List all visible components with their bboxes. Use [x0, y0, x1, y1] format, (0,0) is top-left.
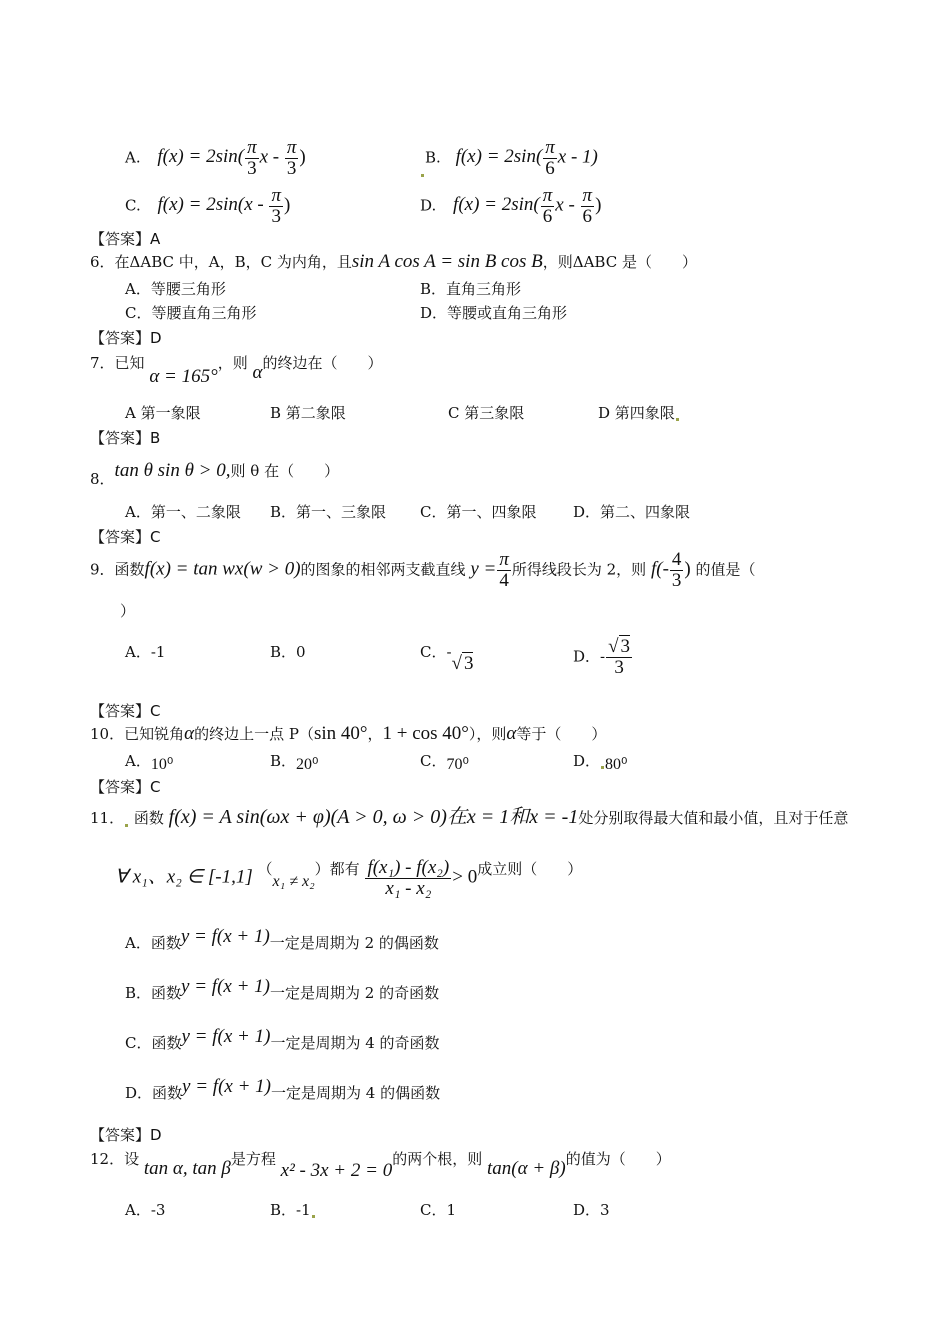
formula: α: [252, 362, 263, 383]
fraction: [497, 550, 511, 591]
stem-text: ），则: [468, 725, 507, 743]
formula: f(x) = 2sin(: [157, 146, 245, 168]
formula: x² - 3x + 2 = 0: [280, 1160, 393, 1181]
q10-option-c: [420, 750, 469, 771]
q9-option-a: A．-1: [125, 643, 166, 661]
q8-option-b: B．第一、三象限: [270, 503, 387, 521]
q7-option-d: [598, 402, 680, 423]
stem-text: 7．已知: [90, 354, 145, 372]
formula: ): [299, 146, 306, 168]
numerator: π: [545, 137, 555, 158]
stem-text: 6．在ΔABC 中，A，B，C 为内角，且: [90, 253, 352, 271]
answer-line: 【答案】C: [90, 778, 161, 796]
stem-text: 10．已知锐角: [90, 725, 185, 743]
q11-option-a: [125, 926, 439, 952]
q6-option-b: B．直角三角形: [420, 280, 522, 298]
q8-option-d: D．第二、四象限: [573, 503, 691, 521]
marker-dot: [421, 174, 424, 177]
formula: f(x) = 2sin(: [455, 146, 543, 168]
formula: 1 + cos 40°: [382, 723, 469, 744]
stem-text: D．函数: [125, 1084, 183, 1102]
q6-option-d: D．等腰或直角三角形: [420, 304, 568, 322]
formula: tan θ sin θ > 0,: [114, 460, 231, 481]
denominator: 6: [545, 157, 555, 179]
formula: f(x) = A sin(ωx + φ)(A > 0, ω > 0)在x = 1和x = -1: [168, 806, 579, 828]
formula: ): [684, 558, 691, 580]
stem-text: 一定是周期为 4 的偶函数: [270, 1084, 441, 1102]
q5-option-a: [125, 138, 306, 179]
denominator: 3: [671, 569, 682, 591]
stem-text: 是方程: [230, 1150, 276, 1168]
q11-option-d: [125, 1076, 441, 1102]
question-11-stem: [90, 800, 848, 829]
fraction: $\frac{√ 3}{3}$: [608, 636, 631, 678]
option-label: C．-: [420, 643, 452, 661]
formula: tan(α + β): [487, 1158, 566, 1179]
answer-line: 【答案】C: [90, 528, 161, 546]
option-label: D．-: [573, 647, 606, 666]
denominator: x₁ - x₂: [385, 877, 432, 899]
formula: tan α, tan β: [143, 1158, 231, 1179]
marker-dot: [312, 1215, 315, 1218]
option-value: 70⁰: [446, 756, 469, 773]
q5-option-b: [420, 138, 598, 179]
fraction: [269, 186, 283, 227]
stem-text: ，则: [217, 354, 248, 372]
numerator: 4: [671, 549, 682, 570]
q6-option-c: C．等腰直角三角形: [125, 304, 257, 322]
numerator: π: [542, 185, 553, 206]
formula: ): [595, 194, 602, 216]
q8-option-c: C．第一、四象限: [420, 503, 537, 521]
formula: x - 1): [557, 146, 598, 168]
numerator: f(x₁) - f(x₂): [367, 857, 450, 878]
option-label: C．: [420, 752, 447, 770]
radicand: 3: [620, 636, 631, 657]
numerator: π: [247, 137, 257, 158]
answer-line: 【答案】A: [90, 230, 161, 248]
formula: f(x) = tan wx(w > 0): [144, 558, 301, 580]
denominator: 6: [582, 205, 593, 227]
denominator: 3: [286, 157, 297, 179]
fraction: [543, 138, 557, 179]
stem-text: 一定是周期为 4 的奇函数: [270, 1034, 440, 1052]
stem-text: 的两个根，则: [392, 1150, 483, 1168]
option-text: B．-1: [270, 1201, 311, 1219]
stem-text: 的值是（: [695, 560, 756, 579]
denominator: 6: [542, 205, 553, 227]
answer-line: 【答案】B: [90, 429, 161, 447]
formula: ): [283, 194, 291, 216]
q10-option-d: [573, 750, 627, 771]
option-label: D.: [420, 196, 437, 215]
q12-option-a: A．-3: [125, 1201, 166, 1219]
q5-option-c: [125, 186, 290, 227]
q8-option-a: A．第一、二象限: [125, 503, 241, 521]
stem-text: 12．设: [90, 1150, 140, 1168]
radicand: 3: [463, 653, 474, 674]
formula: y = f(x + 1): [180, 926, 270, 947]
numerator: π: [499, 549, 509, 570]
q7-option-a: A 第一象限: [125, 404, 201, 422]
q9-option-c: C．-√ 3: [420, 643, 474, 674]
option-value: 20⁰: [296, 756, 319, 773]
formula: α: [184, 723, 195, 744]
stem-text: 的终边在（ ）: [262, 354, 383, 372]
q7-option-c: C 第三象限: [448, 404, 525, 422]
question-9-stem: [90, 550, 756, 591]
q10-option-b: [270, 750, 318, 771]
q12-option-d: D．3: [573, 1201, 610, 1219]
marker-dot: [676, 418, 679, 421]
numerator: π: [271, 185, 281, 206]
denominator: 3: [614, 656, 624, 678]
option-label: A．: [125, 752, 151, 770]
marker-dot: [601, 766, 604, 769]
stem-text: A．函数: [125, 934, 181, 952]
question-11-condition: [115, 858, 582, 899]
q9-option-b: B．0: [270, 643, 306, 661]
formula: x₁ ≠ x₂: [272, 873, 315, 891]
formula: > 0: [452, 866, 478, 888]
formula: f(-: [650, 558, 669, 580]
fraction: [365, 858, 451, 899]
option-label: D．: [573, 752, 601, 770]
fraction: [245, 138, 259, 179]
denominator: 3: [271, 205, 281, 227]
q6-option-a: A．等腰三角形: [125, 280, 226, 298]
numerator: π: [286, 137, 297, 158]
stem-text: 一定是周期为 2 的偶函数: [269, 934, 439, 952]
question-number: 8．: [90, 470, 115, 488]
question-10-stem: [90, 723, 606, 745]
stem-text: B．函数: [125, 984, 182, 1002]
option-label: B．: [270, 752, 297, 770]
question-9-close: ）: [120, 602, 136, 620]
formula: sin A cos A = sin B cos B: [351, 251, 543, 272]
question-7-stem: [90, 352, 383, 387]
stem-text: 处分别取得最大值和最小值，且对于任意: [578, 809, 849, 827]
question-8-stem: [90, 460, 340, 488]
q5-option-d: [420, 186, 601, 227]
option-value: 80⁰: [605, 756, 628, 773]
option-label: C.: [125, 196, 141, 215]
q11-option-c: [125, 1026, 440, 1052]
q12-option-b: [270, 1199, 316, 1220]
answer-line: 【答案】D: [90, 329, 162, 347]
stem-text: 的终边上一点 P（: [194, 725, 314, 743]
stem-text: 9．函数: [90, 560, 145, 579]
formula: y = f(x + 1): [182, 1076, 271, 1097]
formula: y =: [470, 558, 497, 580]
option-text: D 第四象限: [598, 404, 675, 422]
fraction: [581, 186, 595, 227]
stem-text: 成立则（ ）: [477, 860, 583, 879]
fraction: [541, 186, 555, 227]
stem-text: ）都有: [314, 860, 360, 879]
stem-text: 则 θ 在（ ）: [230, 462, 340, 480]
formula: x -: [259, 146, 284, 168]
formula: α = 165°: [149, 366, 218, 387]
formula: f(x) = 2sin(x -: [157, 194, 269, 216]
stem-text: 所得线段长为 2，则: [511, 560, 647, 579]
stem-text: 一定是周期为 2 的奇函数: [269, 984, 440, 1002]
q9-option-d: [573, 637, 633, 678]
formula: α: [506, 723, 517, 744]
option-label: A.: [125, 148, 141, 167]
denominator: 3: [247, 157, 257, 179]
denominator: 4: [499, 569, 509, 591]
fraction: [285, 138, 299, 179]
option-value: 10⁰: [150, 756, 174, 773]
formula: y = f(x + 1): [181, 976, 270, 997]
formula: x -: [555, 194, 580, 216]
answer-line: 【答案】C: [90, 702, 161, 720]
option-label: B.: [425, 148, 441, 167]
stem-text: C．函数: [125, 1034, 182, 1052]
q7-option-b: B 第二象限: [270, 404, 346, 422]
numerator: π: [582, 185, 593, 206]
q10-option-a: [125, 750, 173, 771]
stem-text: ，: [367, 725, 383, 743]
stem-text: ，则ΔABC 是（ ）: [542, 253, 697, 271]
stem-text: 等于（ ）: [516, 725, 607, 743]
q11-option-b: [125, 976, 440, 1002]
stem-text: 的图象的相邻两支截直线: [300, 560, 466, 579]
formula: f(x) = 2sin(: [453, 194, 540, 216]
question-number: 11．: [90, 809, 125, 827]
stem-text: 函数: [133, 809, 164, 827]
marker-dot: [125, 824, 128, 827]
formula: sin 40°: [313, 723, 368, 744]
answer-line: 【答案】D: [90, 1126, 162, 1144]
stem-text: （: [257, 860, 273, 879]
question-6-stem: [90, 251, 697, 273]
q12-option-c: C．1: [420, 1201, 457, 1219]
formula: y = f(x + 1): [181, 1026, 271, 1047]
stem-text: 的值为（ ）: [565, 1150, 671, 1168]
fraction: [670, 550, 684, 591]
formula: ∀ x₁、x₂ ∈ [-1,1]: [115, 866, 253, 888]
question-12-stem: [90, 1148, 671, 1181]
